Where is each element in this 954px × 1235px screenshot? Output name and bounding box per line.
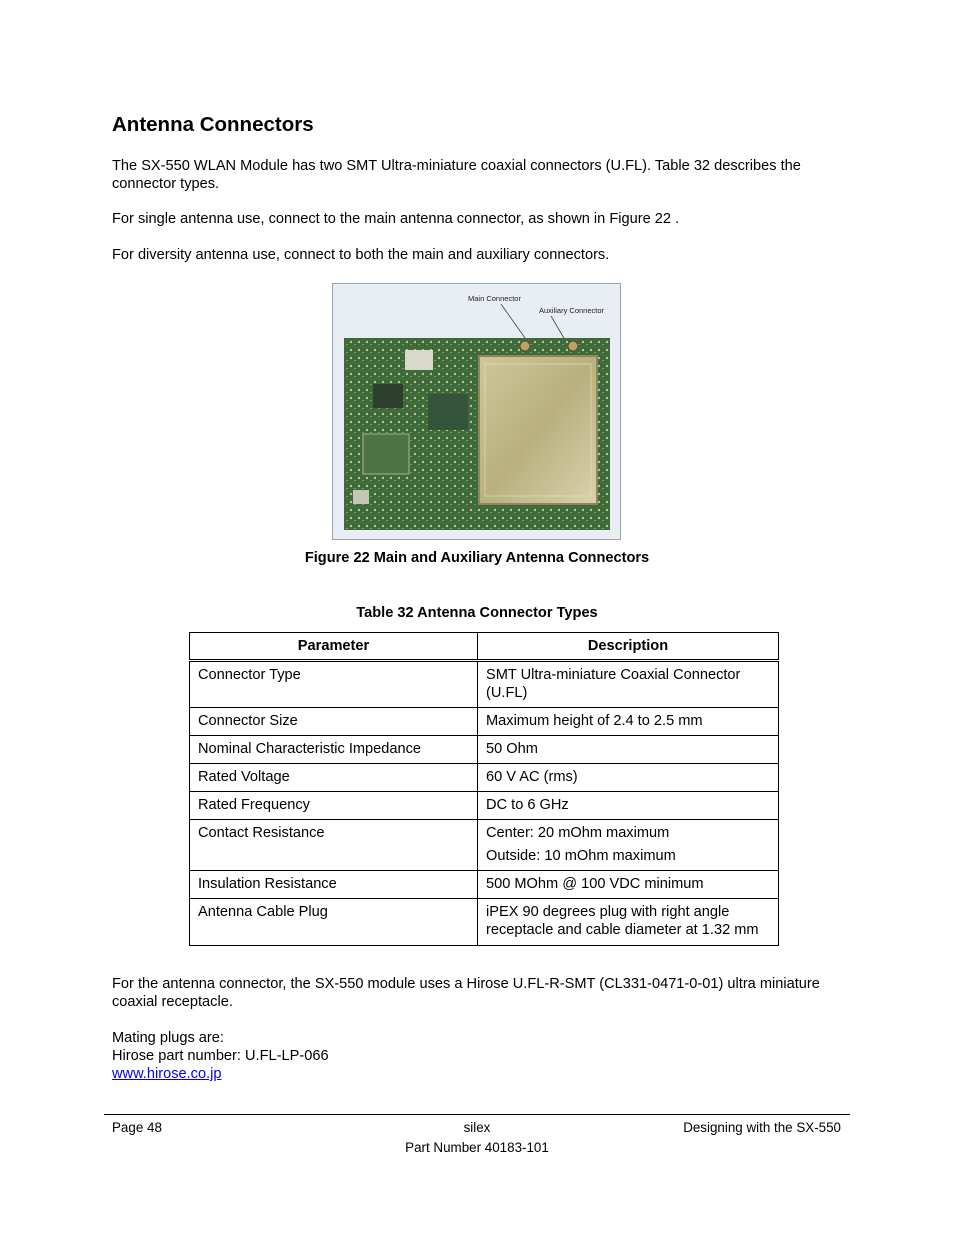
table-row bbox=[190, 736, 779, 764]
desc-cell: 60 V AC (rms) bbox=[478, 764, 779, 792]
table-header-row bbox=[190, 633, 779, 661]
param-cell: Connector Size bbox=[190, 708, 478, 736]
footer-part-number: Part Number 40183-101 bbox=[405, 1140, 549, 1155]
desc-cell: 50 Ohm bbox=[478, 736, 779, 764]
table-caption: Table 32 Antenna Connector Types bbox=[356, 605, 598, 621]
table-row bbox=[190, 764, 779, 792]
hirose-website-link[interactable]: www.hirose.co.jp bbox=[112, 1066, 222, 1082]
param-cell: Contact Resistance bbox=[190, 820, 478, 871]
single-antenna-paragraph: For single antenna use, connect to the main antenna connector, as shown in Figure 22 . bbox=[112, 211, 680, 227]
table-row bbox=[190, 871, 779, 899]
mating-plugs-block bbox=[112, 1029, 842, 1083]
table-row bbox=[190, 899, 779, 946]
mating-plugs-intro: Mating plugs are: bbox=[112, 1030, 224, 1046]
table-row bbox=[190, 661, 779, 708]
desc-cell: Maximum height of 2.4 to 2.5 mm bbox=[478, 708, 779, 736]
desc-cell: DC to 6 GHz bbox=[478, 792, 779, 820]
hirose-part-number: Hirose part number: U.FL-LP-066 bbox=[112, 1048, 329, 1064]
pcb-drawing bbox=[333, 284, 620, 539]
footer-company: silex bbox=[463, 1120, 491, 1135]
footer-page-number: Page 48 bbox=[112, 1120, 162, 1135]
footer-divider bbox=[104, 1114, 850, 1115]
page-heading: Antenna Connectors bbox=[112, 113, 314, 136]
antenna-connector-table bbox=[189, 632, 779, 946]
desc-cell: iPEX 90 degrees plug with right angle receptacle and cable diameter at 1.32 mm bbox=[478, 899, 779, 946]
diversity-antenna-paragraph: For diversity antenna use, connect to both the main and auxiliary connectors. bbox=[112, 247, 610, 263]
footer-doc-title: Designing with the SX-550 bbox=[683, 1120, 841, 1135]
param-cell: Rated Voltage bbox=[190, 764, 478, 792]
column-header-description: Description bbox=[478, 633, 779, 661]
receptacle-paragraph: For the antenna connector, the SX-550 module uses a Hirose U.FL-R-SMT (CL331-0471-0-01) ultra miniature coaxial receptacle. bbox=[112, 976, 820, 1010]
column-header-parameter: Parameter bbox=[190, 633, 478, 661]
table-row bbox=[190, 792, 779, 820]
param-cell: Rated Frequency bbox=[190, 792, 478, 820]
desc-cell: SMT Ultra-miniature Coaxial Connector (U.FL) bbox=[478, 661, 779, 708]
auxiliary-connector-label: Auxiliary Connector bbox=[539, 306, 605, 315]
intro-paragraph: The SX-550 WLAN Module has two SMT Ultra-miniature coaxial connectors (U.FL). Table 32 describes the connector types. bbox=[112, 158, 801, 192]
param-cell: Connector Type bbox=[190, 661, 478, 708]
main-connector-label: Main Connector bbox=[468, 294, 521, 303]
param-cell: Nominal Characteristic Impedance bbox=[190, 736, 478, 764]
param-cell: Antenna Cable Plug bbox=[190, 899, 478, 946]
desc-line: Outside: 10 mOhm maximum bbox=[486, 848, 676, 864]
desc-line: Center: 20 mOhm maximum bbox=[486, 825, 670, 841]
table-row bbox=[190, 820, 779, 871]
figure-caption: Figure 22 Main and Auxiliary Antenna Connectors bbox=[304, 550, 650, 566]
desc-cell bbox=[478, 820, 779, 871]
pcb-figure-image bbox=[332, 283, 621, 540]
desc-cell: 500 MOhm @ 100 VDC minimum bbox=[478, 871, 779, 899]
table-row bbox=[190, 708, 779, 736]
param-cell: Insulation Resistance bbox=[190, 871, 478, 899]
